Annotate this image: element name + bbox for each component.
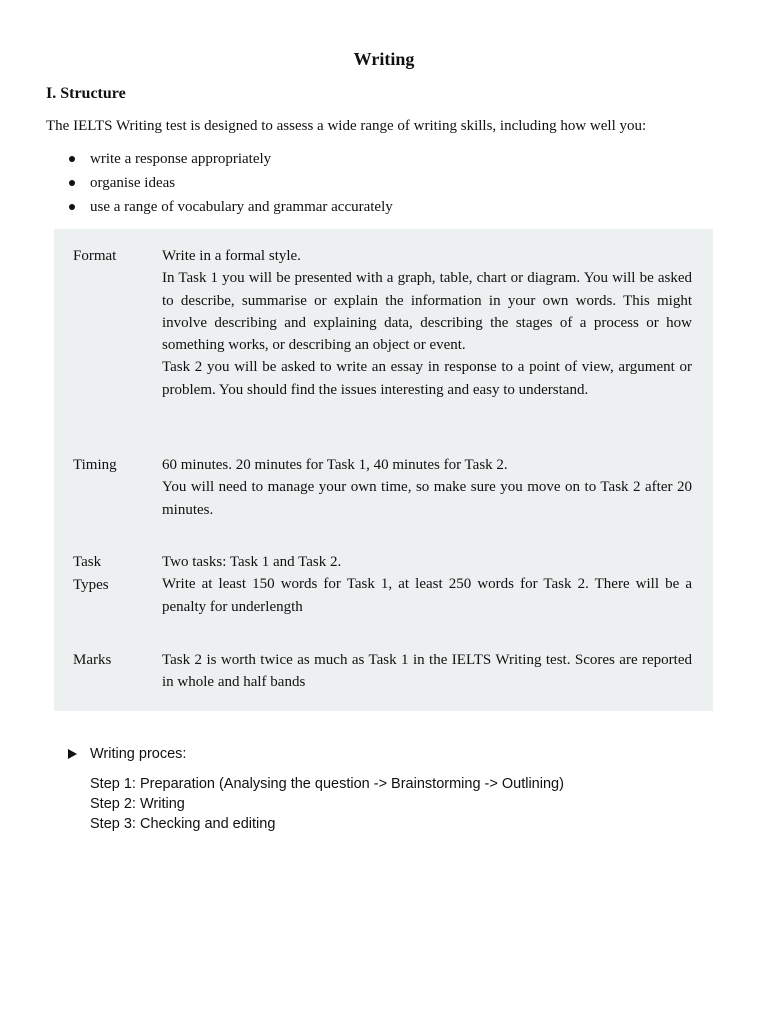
bullet-icon [69, 156, 75, 162]
task-types-line: Two tasks: Task 1 and Task 2. [162, 554, 342, 570]
list-item [68, 173, 393, 197]
row-body-marks [162, 649, 692, 694]
list-item: Step 3: Checking and editing [90, 816, 276, 832]
row-label-marks: Marks [73, 652, 112, 668]
list-item: Step 1: Preparation (Analysing the question -> Brainstorming -> Outlining) [90, 776, 564, 792]
row-body-task-types [162, 551, 692, 618]
process-heading-text: Writing proces: [90, 746, 187, 762]
section-heading-structure: I. Structure [46, 85, 126, 102]
intro-paragraph: The IELTS Writing test is designed to assess a wide range of writing skills, including how well you: [46, 118, 647, 134]
list-item-text: use a range of vocabulary and grammar accurately [90, 199, 393, 215]
row-label-timing: Timing [73, 457, 117, 473]
list-item: Step 2: Writing [90, 796, 185, 812]
row-body-timing [162, 454, 692, 521]
skills-list [68, 149, 393, 221]
bullet-icon [69, 180, 75, 186]
writing-process-section [68, 744, 564, 834]
timing-line: You will need to manage your own time, so make sure you move on to Task 2 after 20 minutes. [162, 479, 692, 518]
list-item [68, 197, 393, 221]
structure-table [54, 229, 713, 711]
row-label-format: Format [73, 248, 117, 264]
timing-line: 60 minutes. 20 minutes for Task 1, 40 minutes for Task 2. [162, 457, 508, 473]
format-line: In Task 1 you will be presented with a graph, table, chart or diagram. You will be asked to describe, summarise or explain the information in your own words. This might involve describing and explaining data, describing the stages of a process or how something works, or describing an object or event. [162, 270, 692, 354]
row-label-line: Task [73, 554, 102, 570]
list-item [68, 149, 393, 173]
page-title: Writing [353, 49, 415, 69]
bullet-icon [69, 204, 75, 210]
process-steps-list [90, 774, 564, 834]
task-types-line: Write at least 150 words for Task 1, at least 250 words for Task 2. There will be a penalty for underlength [162, 576, 692, 615]
format-line: Write in a formal style. [162, 248, 301, 264]
list-item-text: organise ideas [90, 175, 176, 191]
list-item-text: write a response appropriately [90, 151, 272, 167]
marks-line: Task 2 is worth twice as much as Task 1 in the IELTS Writing test. Scores are reported in whole and half bands [162, 652, 692, 691]
arrow-bullet-icon [68, 749, 77, 759]
row-label-line: Types [73, 576, 109, 593]
row-label-task-types [73, 551, 153, 596]
process-heading [68, 744, 564, 766]
row-body-format [162, 245, 692, 401]
format-line: Task 2 you will be asked to write an essay in response to a point of view, argument or problem. You should find the issues interesting and easy to understand. [162, 359, 692, 398]
